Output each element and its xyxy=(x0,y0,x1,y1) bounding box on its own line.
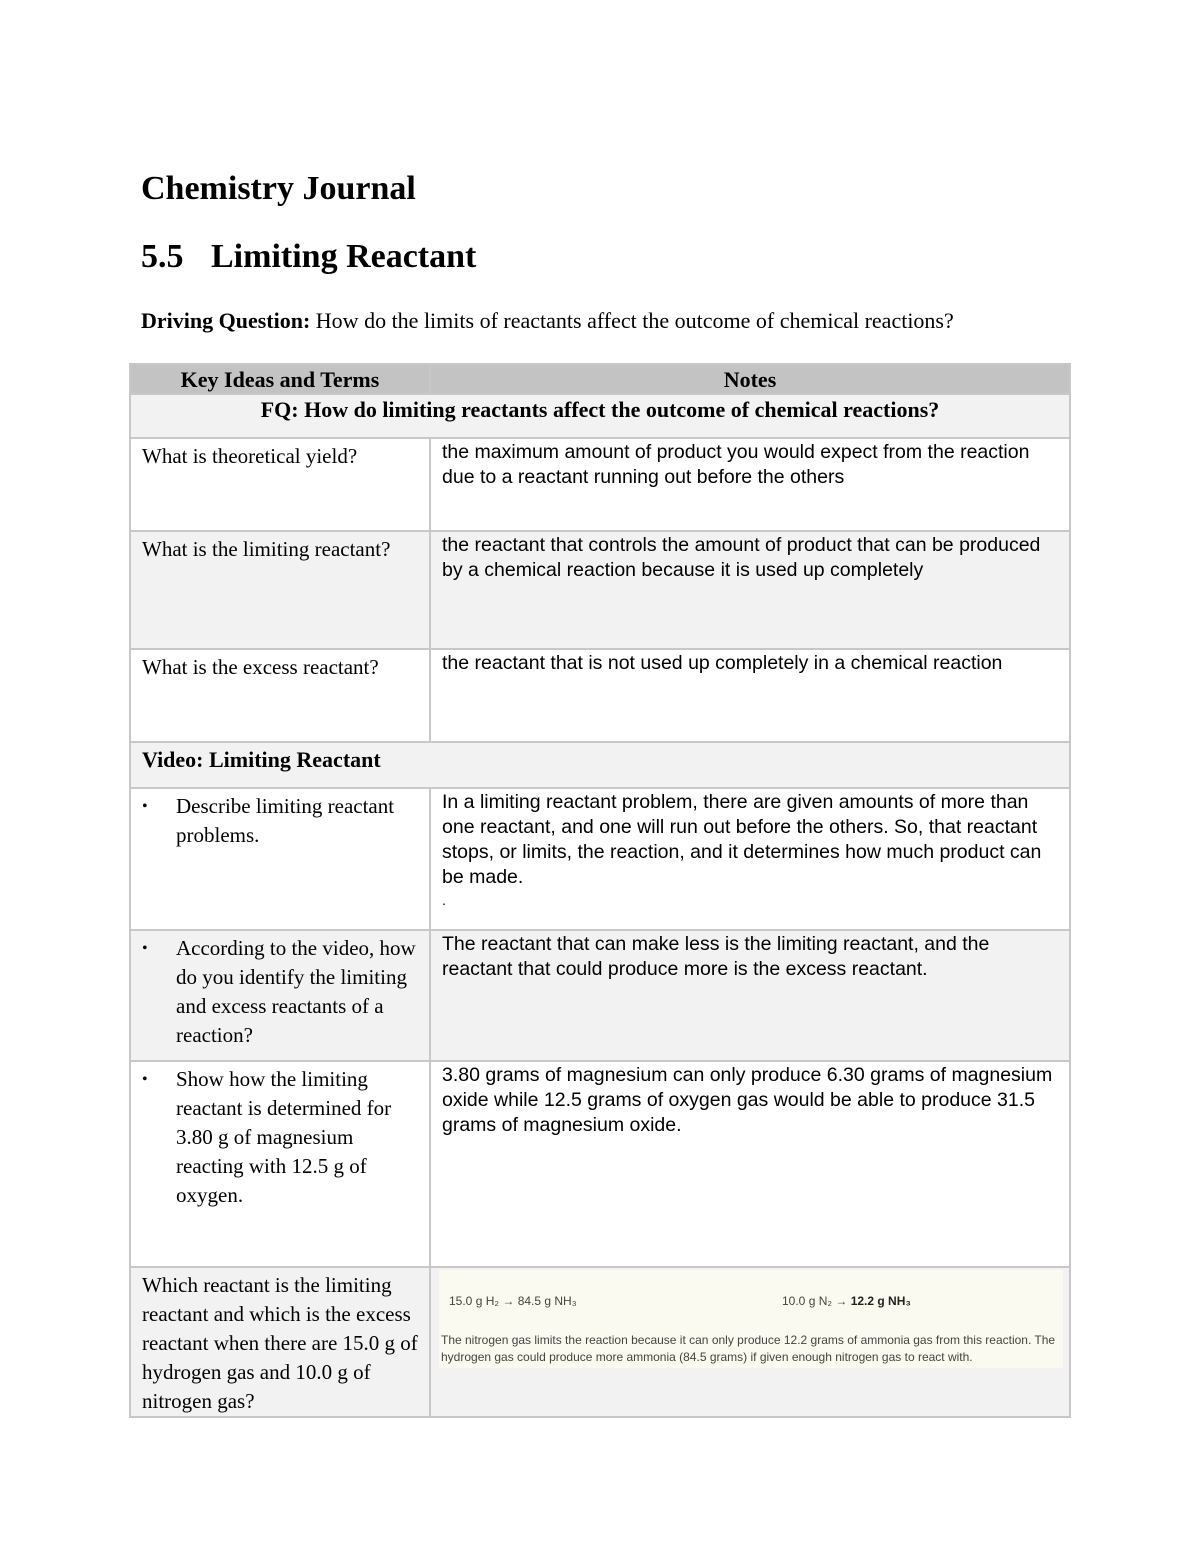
video-section-row xyxy=(130,742,1070,788)
table-header-row xyxy=(130,364,1070,394)
nitrogen-equation-start: 10.0 g N₂ → xyxy=(782,1294,851,1308)
term-text: Show how the limiting reactant is determined for 3.80 g of magnesium reacting with 12.5 g of oxygen. xyxy=(176,1067,392,1207)
table-row xyxy=(130,1061,1070,1267)
note-cell xyxy=(430,788,1070,930)
term-text: According to the video, how do you identify the limiting and excess reactants of a reaction? xyxy=(176,936,416,1047)
section-title: Limiting Reactant xyxy=(211,238,477,275)
table-row xyxy=(130,1267,1070,1417)
term-cell xyxy=(130,930,430,1061)
image-explanation: The nitrogen gas limits the reaction because it can only produce 12.2 grams of ammonia gas from this reaction. The hydrogen gas could produce more ammonia (84.5 grams) if given enough nitrogen gas to react with. xyxy=(441,1333,1056,1364)
driving-question xyxy=(141,308,954,334)
driving-question-text: How do the limits of reactants affect the outcome of chemical reactions? xyxy=(310,308,954,333)
table-row xyxy=(130,649,1070,742)
term-cell xyxy=(130,788,430,930)
term-cell: Which reactant is the limiting reactant and which is the excess reactant when there are 15.0 g of hydrogen gas and 10.0 g of nitrogen gas? xyxy=(130,1267,430,1417)
table-row xyxy=(130,438,1070,531)
hydrogen-equation: 15.0 g H₂ → 84.5 g NH₃ xyxy=(449,1294,577,1308)
col-header-key-ideas: Key Ideas and Terms xyxy=(130,364,430,394)
driving-question-label: Driving Question: xyxy=(141,308,311,333)
table-row xyxy=(130,788,1070,930)
term-cell xyxy=(130,1061,430,1267)
note-cell: The reactant that can make less is the limiting reactant, and the reactant that could produce more is the excess reactant. xyxy=(430,930,1070,1061)
journal-table xyxy=(129,363,1071,1418)
bullet-icon: • xyxy=(142,1071,148,1088)
term-cell: What is the excess reactant? xyxy=(130,649,430,742)
nitrogen-equation-result: 12.2 g NH₃ xyxy=(850,1294,911,1308)
bullet-icon: • xyxy=(142,798,148,815)
note-cell: the reactant that is not used up completely in a chemical reaction xyxy=(430,649,1070,742)
note-cell: the maximum amount of product you would expect from the reaction due to a reactant running out before the others xyxy=(430,438,1070,531)
note-cell xyxy=(430,1267,1070,1417)
pasted-answer-image xyxy=(439,1270,1063,1368)
note-extra: . xyxy=(442,892,446,908)
note-cell: the reactant that controls the amount of product that can be produced by a chemical reaction because it is used up completely xyxy=(430,531,1070,649)
term-cell: What is the limiting reactant? xyxy=(130,531,430,649)
col-header-notes: Notes xyxy=(430,364,1070,394)
note-text: In a limiting reactant problem, there are given amounts of more than one reactant, and one will run out before the others. So, that reactant stops, or limits, the reaction, and it determines how much product can be made. xyxy=(442,791,1042,888)
focus-question: FQ: How do limiting reactants affect the outcome of chemical reactions? xyxy=(130,394,1070,438)
nitrogen-equation xyxy=(782,1294,911,1308)
term-text: Describe limiting reactant problems. xyxy=(176,794,395,847)
note-cell: 3.80 grams of magnesium can only produce 6.30 grams of magnesium oxide while 12.5 grams of oxygen gas would be able to produce 31.5 grams of magnesium oxide. xyxy=(430,1061,1070,1267)
table-row xyxy=(130,930,1070,1061)
bullet-icon: • xyxy=(142,940,148,957)
video-heading: Video: Limiting Reactant xyxy=(130,742,1070,788)
section-heading xyxy=(141,238,476,276)
section-number: 5.5 xyxy=(141,238,184,275)
table-row xyxy=(130,531,1070,649)
term-cell: What is theoretical yield? xyxy=(130,438,430,531)
document-title: Chemistry Journal xyxy=(141,170,416,207)
focus-question-row xyxy=(130,394,1070,438)
